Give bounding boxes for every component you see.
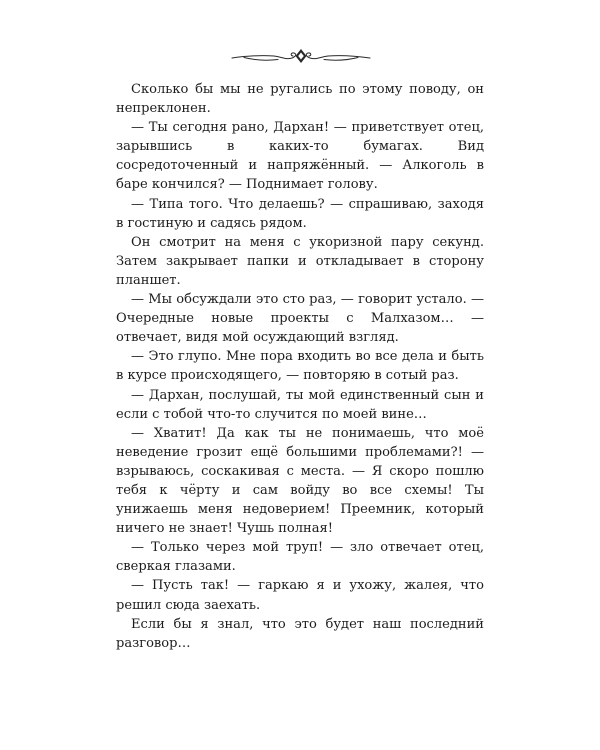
paragraph: Он смотрит на меня с укоризной пару секунд. Затем закрывает папки и откладывает в сторону планшет. <box>116 234 484 288</box>
paragraph: — Пусть так! — гаркаю я и ухожу, жалея, что решил сюда заехать. <box>116 578 484 613</box>
paragraph: — Ты сегодня рано, Дархан! — приветствует отец, зарывшись в каких-то бумагах. Вид сосредоточенный и напряжённый. — Алкоголь в баре кончился? — Поднимает голову. <box>116 120 484 193</box>
paragraph: Если бы я знал, что это будет наш последний разговор… <box>116 616 484 651</box>
paragraph: — Мы обсуждали это сто раз, — говорит устало. — Очередные новые проекты с Малхазом… — отвечает, видя мой осуждающий взгляд. <box>116 292 484 346</box>
paragraph: — Хватит! Да как ты не понимаешь, что моё неведение грозит ещё большими проблемами?! — взрываюсь, соскакивая с места. — Я скоро пошлю тебя к чёрту и сам войду во все схемы! Ты унижаешь меня недоверием! Преемник, который ничего не знает! Чушь полная! <box>116 425 484 537</box>
paragraph: Сколько бы мы не ругались по этому поводу, он непреклонен. <box>116 82 484 117</box>
paragraph: — Только через мой труп! — зло отвечает отец, сверкая глазами. <box>116 540 484 575</box>
paragraph: — Дархан, послушай, ты мой единственный сын и если с тобой что-то случится по моей вине… <box>116 387 484 422</box>
paragraph: — Это глупо. Мне пора входить во все дела и быть в курсе происходящего, — повторяю в сотый раз. <box>116 349 484 384</box>
ornament-divider-icon <box>230 43 372 67</box>
chapter-text <box>116 80 484 653</box>
paragraph: — Типа того. Что делаешь? — спрашиваю, заходя в гостиную и садясь рядом. <box>116 196 484 231</box>
